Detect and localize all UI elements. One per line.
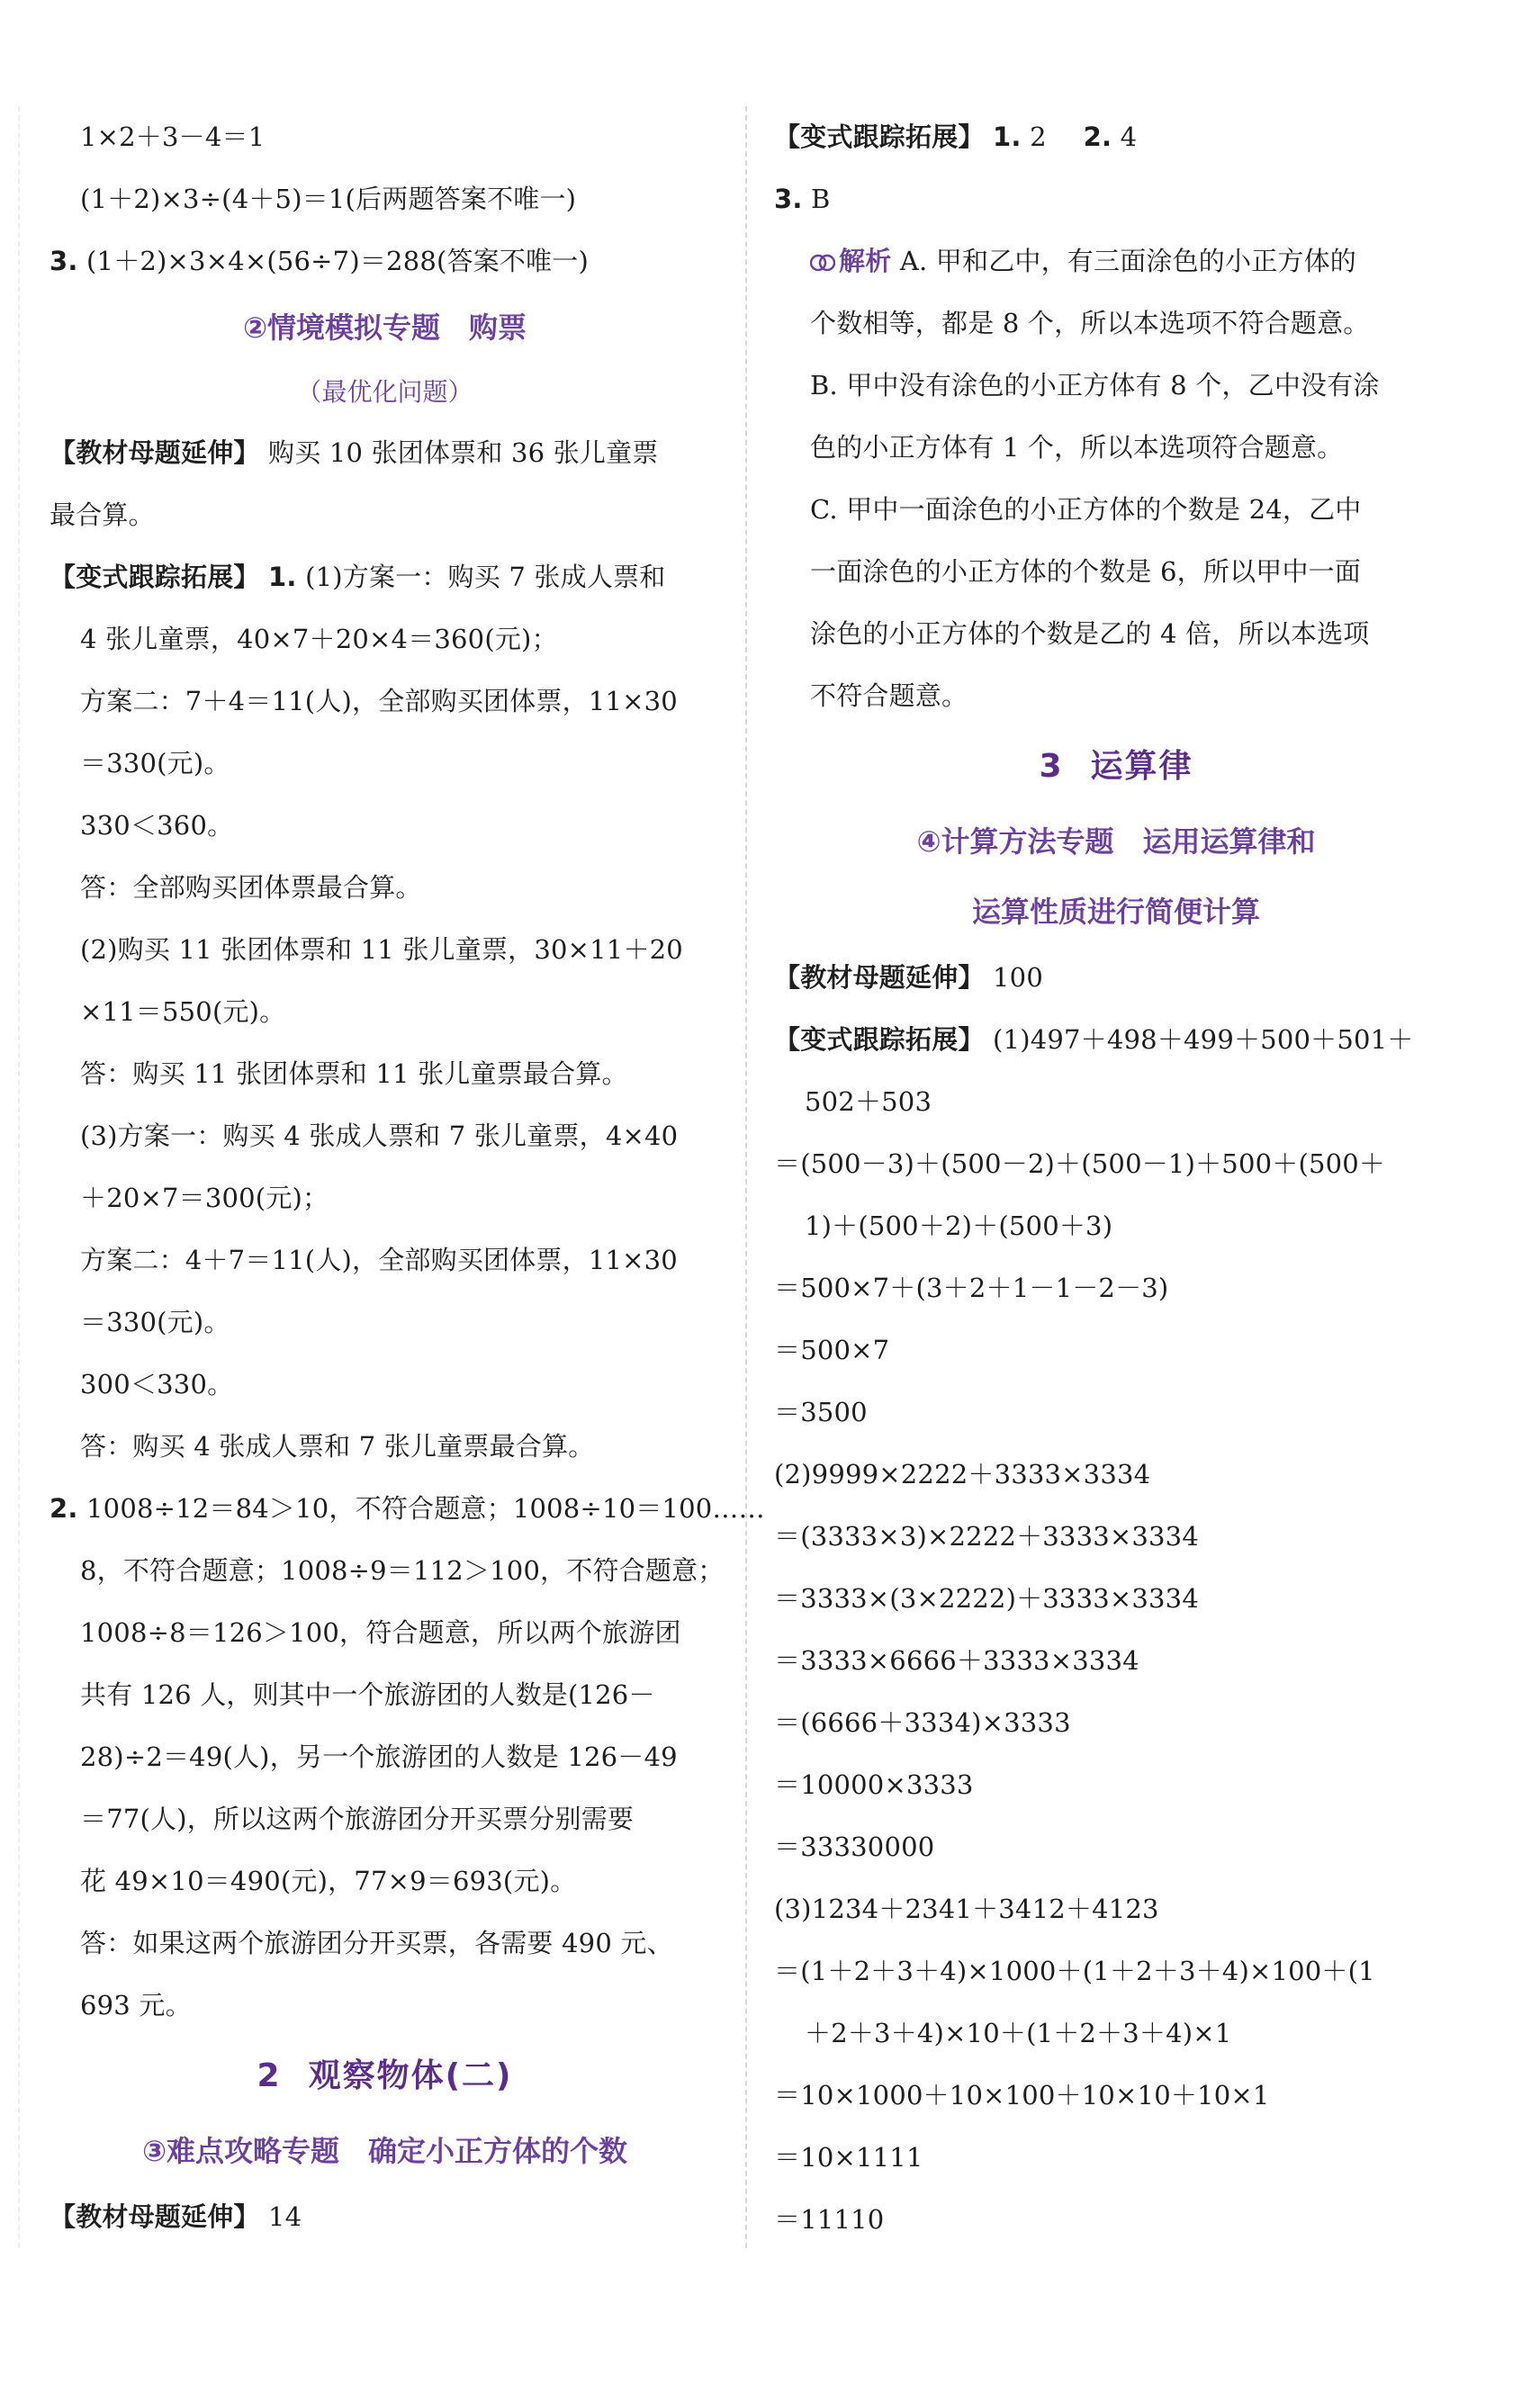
section-subtitle: （最优化问题）	[296, 377, 473, 407]
calc-line: ＝11110	[774, 2204, 885, 2235]
answer-line: (1＋2)×3÷(4＋5)＝1(后两题答案不唯一)	[80, 184, 577, 214]
chapter-name: 运算律	[1090, 748, 1193, 785]
variant-answer-1	[50, 546, 720, 608]
answer-line: 300＜330。	[80, 1369, 234, 1400]
calc-line: ＝10000×3333	[774, 1769, 974, 1800]
answer-text: 4	[1120, 122, 1138, 152]
calc-line: ＝3500	[774, 1397, 868, 1427]
tag-mother-question: 【教材母题延伸】	[50, 2201, 260, 2232]
explanation-line: 个数相等，都是 8 个，所以本选项不符合题意。	[810, 308, 1370, 338]
answer-line: 693 元。	[80, 1990, 192, 2020]
tag-mother-question: 【教材母题延伸】	[50, 437, 260, 468]
calc-line: ＝3333×6666＋3333×3334	[774, 1645, 1139, 1676]
answer-text: 2	[1030, 122, 1047, 152]
item-text: (1＋2)×3×4×(56÷7)＝288(答案不唯一)	[86, 246, 590, 276]
column-divider	[745, 106, 747, 2248]
section-title-line-2: 运算性质进行简便计算	[971, 895, 1260, 929]
answer-item-3	[50, 230, 720, 292]
answer-line: 1×2＋3－4＝1	[80, 122, 266, 152]
answer-line: 1008÷8＝126＞100，符合题意，所以两个旅游团	[80, 1617, 681, 1648]
answer-line: 答：购买 11 张团体票和 11 张儿童票最合算。	[80, 1058, 628, 1089]
answer-line: 方案二：4＋7＝11(人)，全部购买团体票，11×30	[80, 1245, 678, 1275]
variant-calc-first	[774, 1009, 1458, 1071]
answer-line: 共有 126 人，则其中一个旅游团的人数是(126－	[80, 1679, 655, 1710]
answer-line: 花 49×10＝490(元)，77×9＝693(元)。	[80, 1866, 577, 1896]
explanation-line: 不符合题意。	[810, 680, 968, 711]
explanation-line: 涂色的小正方体的个数是乙的 4 倍，所以本选项	[810, 618, 1370, 649]
tag-variant: 【变式跟踪拓展】	[774, 1024, 985, 1055]
calc-line: ＝33330000	[774, 1832, 935, 1862]
calc-line: (2)9999×2222＋3333×3334	[774, 1459, 1151, 1490]
answer-line: 答：全部购买团体票最合算。	[80, 872, 422, 903]
section-title: ②情境模拟专题 购票	[242, 310, 527, 345]
calc-line: ＝500×7	[774, 1335, 890, 1365]
item-number: 2.	[1083, 122, 1112, 152]
calc-line: ＝10×1111	[774, 2142, 923, 2173]
answer-text: (1)方案一：购买 7 张成人票和	[305, 562, 666, 592]
section-title: ③难点攻略专题 确定小正方体的个数	[141, 2134, 628, 2168]
explanation-line: C. 甲中一面涂色的小正方体的个数是 24，乙中	[810, 494, 1362, 525]
answer-text: 购买 10 张团体票和 36 张儿童票	[268, 437, 659, 468]
answer-line: (2)购买 11 张团体票和 11 张儿童票，30×11＋20	[80, 934, 683, 965]
answer-line: ×11＝550(元)。	[80, 996, 286, 1027]
calc-text: (1)497＋498＋499＋500＋501＋	[993, 1024, 1414, 1055]
answer-line: 330＜360。	[80, 810, 234, 841]
explanation-line: 一面涂色的小正方体的个数是 6，所以甲中一面	[810, 556, 1362, 587]
answer-line: ＝330(元)。	[80, 748, 230, 778]
answer-item-3	[774, 168, 1458, 230]
item-number: 1.	[268, 562, 297, 592]
explanation-line: 色的小正方体有 1 个，所以本选项符合题意。	[810, 432, 1344, 463]
chapter-number: 2	[257, 2057, 282, 2094]
answer-line: ＋20×7＝300(元)；	[80, 1183, 329, 1213]
calc-line: 502＋503	[805, 1086, 932, 1117]
answer-line: 8，不符合题意；1008÷9＝112＞100，不符合题意；	[80, 1555, 725, 1586]
calc-line: ＝500×7＋(3＋2＋1－1－2－3)	[774, 1273, 1169, 1303]
right-column	[774, 106, 1458, 2251]
mother-question-answer	[50, 422, 720, 484]
answer-line: 方案二：7＋4＝11(人)，全部购买团体票，11×30	[80, 686, 678, 716]
explanation-text: A. 甲和乙中，有三面涂色的小正方体的	[899, 246, 1357, 276]
explanation-icon	[810, 253, 835, 273]
answer-text: 14	[268, 2201, 302, 2232]
item-number: 3.	[50, 246, 78, 276]
item-number: 3.	[774, 184, 803, 214]
answer-line: 4 张儿童票，40×7＋20×4＝360(元)；	[80, 624, 558, 654]
answer-text: 100	[993, 962, 1043, 993]
left-column	[50, 106, 765, 2248]
calc-line: (3)1234＋2341＋3412＋4123	[774, 1894, 1159, 1924]
answer-line: 答：如果这两个旅游团分开买票，各需要 490 元、	[80, 1928, 673, 1958]
answer-line: 答：购买 4 张成人票和 7 张儿童票最合算。	[80, 1431, 595, 1462]
chapter-name: 观察物体(二)	[308, 2057, 513, 2094]
calc-line: ＝3333×(3×2222)＋3333×3334	[774, 1583, 1199, 1614]
answer-line: 最合算。	[50, 500, 155, 530]
tag-variant: 【变式跟踪拓展】	[774, 122, 985, 152]
answer-line: 28)÷2＝49(人)，另一个旅游团的人数是 126－49	[80, 1742, 678, 1772]
mother-question-answer	[50, 2186, 720, 2248]
tag-variant: 【变式跟踪拓展】	[50, 562, 260, 592]
mother-question-answer	[774, 947, 1458, 1009]
explanation-line: B. 甲中没有涂色的小正方体有 8 个，乙中没有涂	[810, 370, 1380, 400]
tag-mother-question: 【教材母题延伸】	[774, 962, 985, 993]
chapter-title	[774, 727, 1458, 806]
calc-line: ＝10×1000＋10×100＋10×10＋10×1	[774, 2080, 1270, 2110]
variant-answer-2	[50, 1478, 765, 1540]
calc-line: ＝(3333×3)×2222＋3333×3334	[774, 1521, 1199, 1552]
answer-text: B	[811, 184, 831, 214]
chapter-title	[50, 2037, 720, 2116]
answer-line: ＝330(元)。	[80, 1307, 230, 1337]
explanation-label: 解析	[839, 246, 892, 276]
answer-line: ＝77(人)，所以这两个旅游团分开买票分别需要	[80, 1804, 635, 1834]
margin-rule	[18, 106, 20, 2248]
variant-answers	[774, 106, 1458, 168]
calc-line: ＝(6666＋3334)×3333	[774, 1707, 1071, 1738]
calc-line: ＝(1＋2＋3＋4)×1000＋(1＋2＋3＋4)×100＋(1	[774, 1956, 1375, 1986]
calc-line: ＝(500－3)＋(500－2)＋(500－1)＋500＋(500＋	[774, 1148, 1386, 1179]
calc-line: 1)＋(500＋2)＋(500＋3)	[805, 1210, 1113, 1241]
answer-text: 1008÷12＝84＞10，不符合题意；1008÷10＝100……	[86, 1493, 765, 1524]
item-number: 2.	[50, 1493, 78, 1524]
answer-line: (3)方案一：购买 4 张成人票和 7 张儿童票，4×40	[80, 1120, 679, 1151]
explanation-first-line	[774, 230, 1458, 292]
chapter-number: 3	[1039, 748, 1064, 785]
section-title-line-1: ④计算方法专题 运用运算律和	[916, 824, 1316, 859]
item-number: 1.	[993, 122, 1022, 152]
calc-line: ＋2＋3＋4)×10＋(1＋2＋3＋4)×1	[805, 2018, 1232, 2048]
